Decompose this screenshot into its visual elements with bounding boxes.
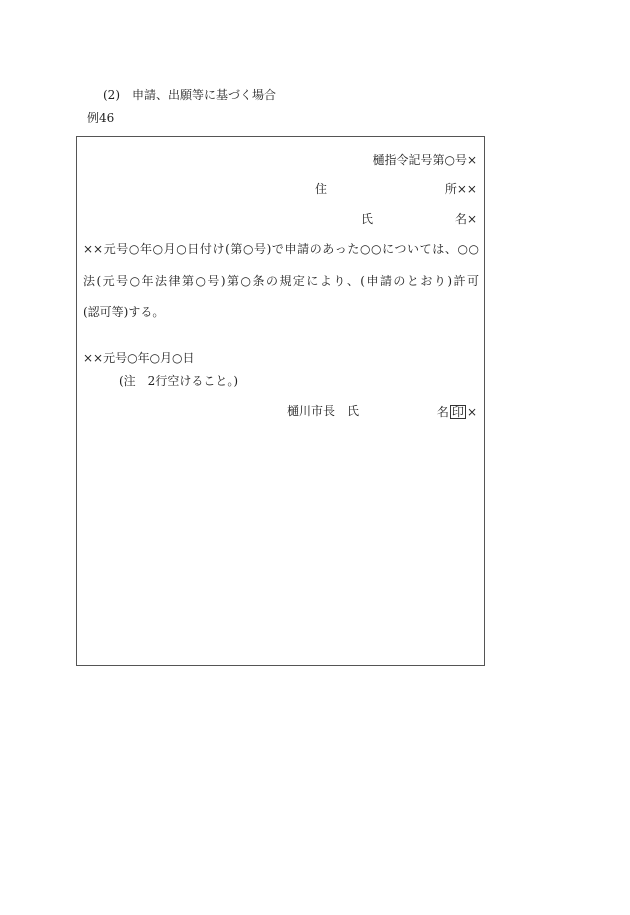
document-frame <box>76 136 485 666</box>
document-number: 樋指令記号第○号× <box>372 153 477 167</box>
issuer-signature <box>437 405 477 419</box>
issuer-name-char: 名 <box>436 405 449 419</box>
section-heading: (2) 申請、出願等に基づく場合 <box>103 88 276 102</box>
body-text-line: 法(元号○年法律第○号)第○条の規定により、(申請のとおり)許可 <box>83 274 479 288</box>
body-text-line: ××元号○年○月○日付け(第○号)で申請のあった○○については、○○ <box>83 242 479 256</box>
issuer-title: 樋川市長 氏 <box>287 404 360 418</box>
example-number: 例46 <box>87 111 115 125</box>
seal-icon: 印 <box>451 405 464 419</box>
address-value: 所×× <box>444 182 477 196</box>
body-text-line: (認可等)する。 <box>83 305 165 319</box>
spacing-note: (注 2行空けること。) <box>119 374 238 388</box>
recipient-name-value: 名× <box>454 212 477 226</box>
trailing-mark: × <box>466 405 477 419</box>
recipient-name-label: 氏 <box>361 212 374 226</box>
issue-date: ××元号○年○月○日 <box>83 351 195 365</box>
address-label: 住 <box>315 182 328 196</box>
